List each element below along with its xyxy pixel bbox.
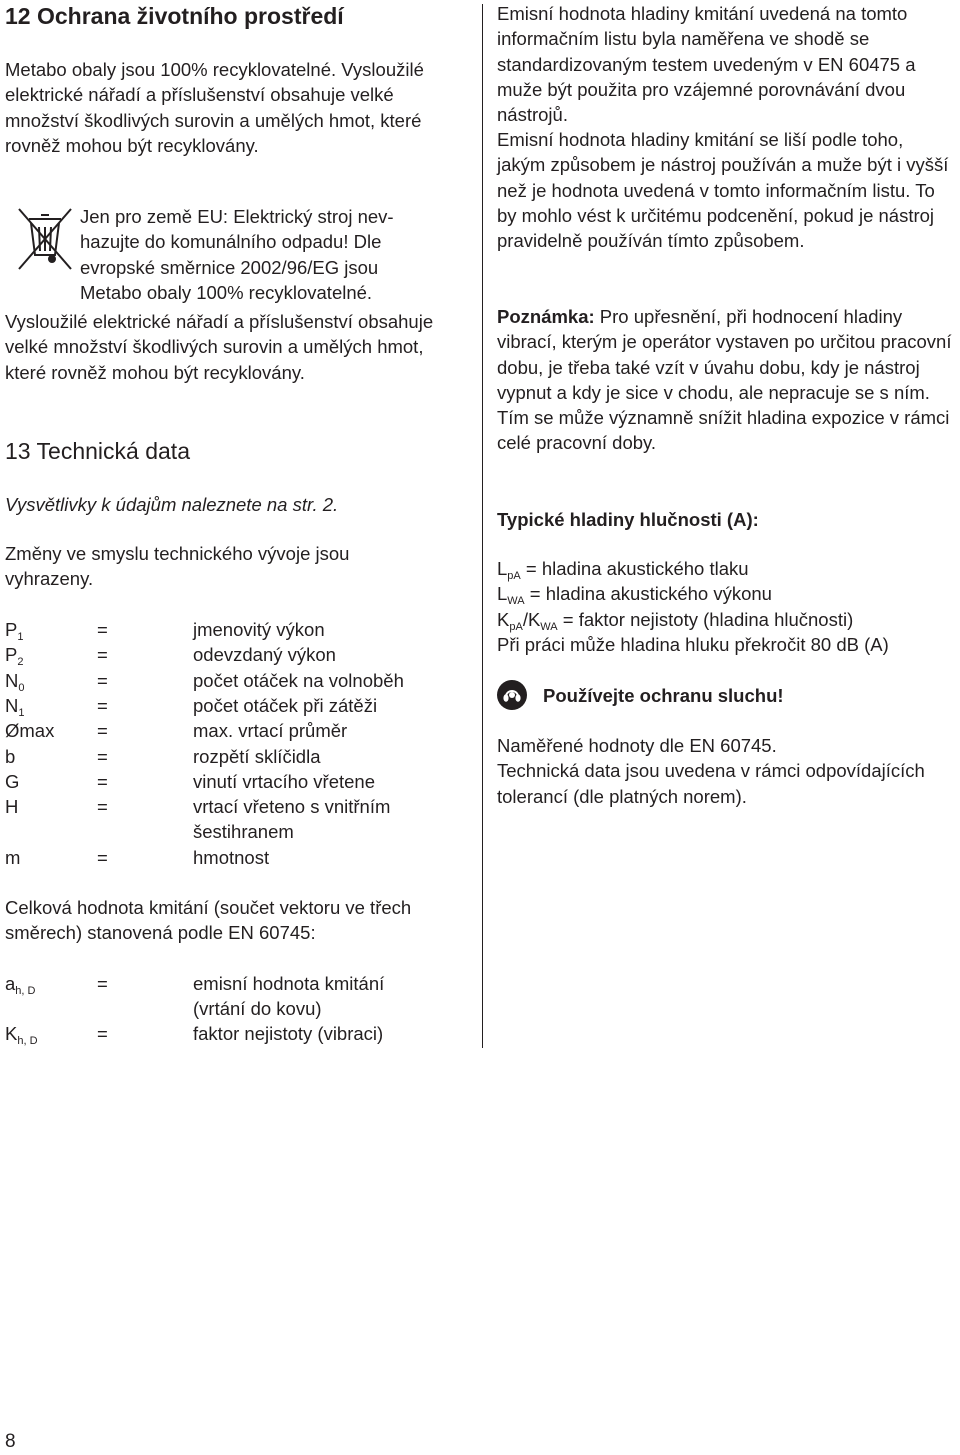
- equals-sign: =: [97, 973, 108, 994]
- equals-sign: =: [97, 796, 108, 818]
- equals-sign: =: [97, 720, 108, 742]
- description: odevzdaný výkon: [193, 644, 336, 666]
- equals-sign: =: [97, 644, 108, 666]
- section-12-para1: Metabo obaly jsou 100% recyklovatelné. Vysloužilé elektrické nářadí a příslušenství obsahuje velké množství škodlivých surovin a umělých hmot, které rovněž mohou být recyklovány.: [5, 59, 424, 156]
- symbol: $N_0$: [5, 669, 25, 694]
- explanation-note: Vysvětlivky k údajům naleznete na str. 2.: [5, 494, 339, 515]
- symbol: m: [5, 846, 21, 868]
- equals-sign: =: [97, 694, 108, 716]
- symbol: Ømax: [5, 720, 55, 742]
- vibration-variance-para: Emisní hodnota hladiny kmitání se liší podle toho, jakým způsobem je nástroj používán a muže být i vyšší než je hodnota uvedená v tomto informačním listu. To by mohlo vést k určitému podcenění, pokud je nástroj pravidelně používán tímto způsobem.: [497, 129, 949, 252]
- changes-note: Změny ve smyslu technického vývoje jsou vyhrazeny.: [5, 543, 350, 590]
- measured-values: Naměřené hodnoty dle EN 60745. Technická data jsou uvedena v rámci odpovídajících tolerancí (dle platných norem).: [497, 735, 925, 807]
- symbol: $a_{h, D}$: [5, 973, 36, 997]
- section-12-title: 12 Ochrana životního prostředí: [5, 3, 344, 29]
- noise-limit: Při práci může hladina hluku překročit 80 dB (A): [497, 633, 889, 655]
- page-number: 8: [5, 1431, 16, 1452]
- vibration-emission-para: Emisní hodnota hladiny kmitání uvedená na tomto informačním listu byla naměřena ve shodě se standardizovaným testem uvedeným v EN 60475 a muže být použita pro vzájemné porovnávání dvou nástrojů.: [497, 3, 916, 126]
- ear-protection-icon: [497, 680, 527, 710]
- section-13-title: 13 Technická data: [5, 438, 190, 464]
- vibration-intro: Celková hodnota kmitání (součet vektoru ve třech směrech) stanovená podle EN 60745:: [5, 897, 412, 944]
- description: hmotnost: [193, 846, 270, 868]
- equals-sign: =: [97, 669, 108, 691]
- ear-protection-text: Používejte ochranu sluchu!: [543, 685, 784, 706]
- column-divider: [482, 4, 483, 1048]
- equals-sign: =: [97, 846, 108, 868]
- symbol: G: [5, 770, 20, 792]
- description: emisní hodnota kmitání: [193, 973, 385, 994]
- equals-sign: =: [97, 1023, 108, 1044]
- description: vinutí vrtacího vřetene: [193, 770, 376, 792]
- description: jmenovitý výkon: [193, 619, 325, 640]
- section-12-para2: Vysloužilé elektrické nářadí a příslušenství obsahuje velké množství škodlivých surovin a umělých hmot, které rovněž mohou být recyklovány.: [5, 311, 434, 383]
- symbol: $P_2$: [5, 644, 24, 669]
- description: vrtací vřeteno s vnitřním: [193, 796, 391, 818]
- symbol: $P_1$: [5, 619, 24, 643]
- symbol: $K_{h, D}$: [5, 1023, 38, 1047]
- equals-sign: =: [97, 745, 108, 767]
- noise-list: [497, 556, 957, 657]
- lwa-line: $L_{WA}$ = hladina akustického výkonu: [497, 583, 772, 608]
- description: počet otáček na volnoběh: [193, 669, 404, 691]
- crossed-bin-icon: [15, 205, 75, 275]
- noise-heading: Typické hladiny hlučnosti (A):: [497, 509, 759, 530]
- lpa-line: $L_{pA}$ = hladina akustického tlaku: [497, 558, 749, 582]
- description: (vrtání do kovu): [193, 998, 322, 1019]
- description: šestihranem: [193, 821, 294, 843]
- description: rozpětí sklíčidla: [193, 745, 321, 767]
- equals-sign: =: [97, 770, 108, 792]
- symbol: H: [5, 796, 19, 818]
- symbol: b: [5, 745, 16, 767]
- note-para: [497, 304, 959, 456]
- symbol: $N_1$: [5, 694, 25, 719]
- description: faktor nejistoty (vibraci): [193, 1023, 384, 1044]
- description: počet otáček při zátěži: [193, 694, 378, 716]
- description: max. vrtací průměr: [193, 720, 348, 742]
- weee-notice: Jen pro země EU: Elektrický stroj nev- hazujte do komunálního odpadu! Dle evropské směrnice 2002/96/EG jsou Metabo obaly 100% recyklovatelné.: [80, 206, 394, 303]
- k-line: $K_{pA}/K_{WA}$ = faktor nejistoty (hladina hlučnosti): [497, 608, 854, 633]
- note-label: Poznámka:: [497, 306, 595, 327]
- equals-sign: =: [97, 619, 108, 640]
- note-text: Pro upřesnění, při hodnocení hladiny vibrací, kterým je operátor vystaven po určitou pracovní dobu, je třeba také vzít v úvahu dobu, kdy je nástroj vypnut a kdy je sice v chodu, ale nepracuje se s ním. Tím se může významně snížit hladina expozice v rámci celé pracovní doby.: [497, 306, 952, 454]
